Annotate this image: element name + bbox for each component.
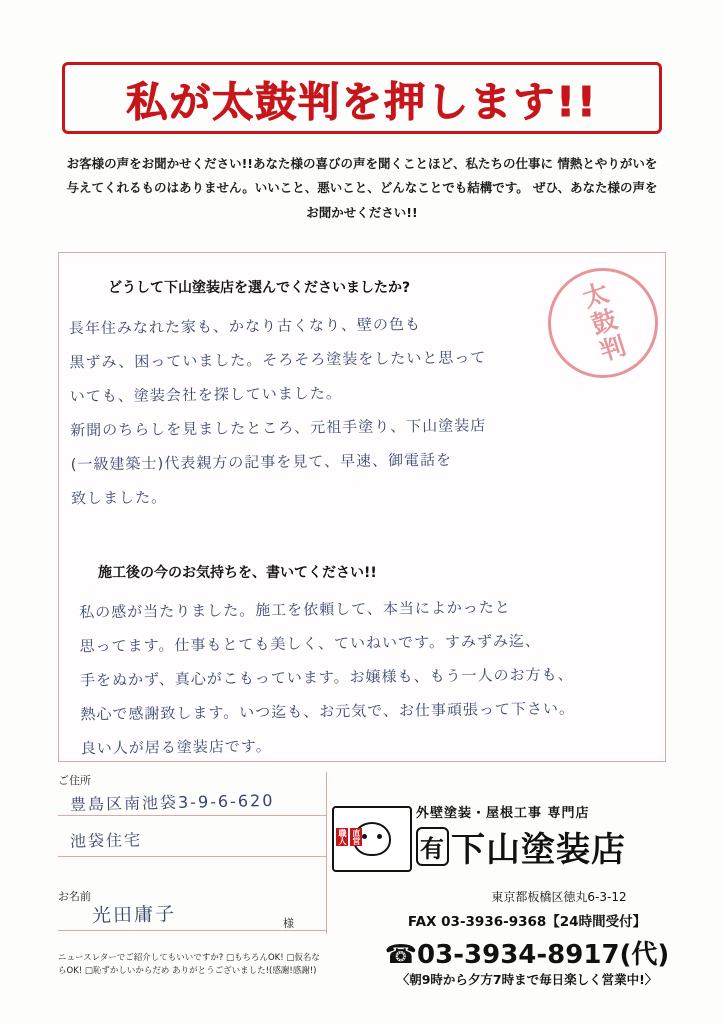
name-label: お名前: [58, 890, 91, 903]
question-1-label: どうして下山塗装店を選んでくださいましたか?: [108, 280, 411, 296]
company-name: [416, 822, 626, 871]
lead-paragraph: お客様の声をお聞かせください!!あなた様の喜びの声を聞くことほど、私たちの仕事に 情熱とやりがいを与えてくれるものはありません。いいこと、悪いこと、どんなことでも結構です。 ぜひ、あなた様の声をお聞かせください!!: [66, 156, 658, 220]
company-name-mark: 有: [416, 827, 449, 866]
question-2-answer: 私の感が当たりました。施工を依頼して、本当によかったと 思ってます。仕事もとても美しく、ていねいです。すみずみ迄、 手をぬかず、真心がこもっています。お嬢様も、もう一人のお方も、 熱心で感謝致します。いつ迄も、お元気で、お仕事頑張って下さい。 良い人が居る塗装店です。: [79, 598, 576, 758]
company-address: 東京都板橋区徳丸6-3-12: [491, 890, 627, 904]
logo-badges: [336, 828, 362, 846]
company-hours: 〈朝9時から夕方7時まで毎日楽しく営業中!〉: [396, 972, 658, 987]
seal-text: 太鼓判: [576, 278, 630, 368]
address-label: ご住所: [58, 774, 91, 787]
page-title: 私が太鼓判を押します!!: [126, 77, 598, 126]
address-value-2: 池袋住宅: [69, 830, 143, 851]
company-fax: FAX 03-3936-9368【24時間受付】: [407, 914, 647, 930]
address-value-1: 豊島区南池袋3-9-6-620: [69, 790, 275, 815]
newsletter-consent-note: ニュースレターでご紹介してもいいですか? □もちろんOK! □仮名ならOK! □恥ずかしいからだめ ありがとうございました!(感謝!感謝!): [58, 953, 320, 977]
company-tagline: 外壁塗装・屋根工事 専門店: [416, 806, 590, 821]
address-line-1: [58, 815, 326, 816]
company-name-text: 下山塗装店: [451, 830, 626, 870]
question-2-label: 施工後の今のお気持ちを、書いてください!!: [98, 565, 377, 581]
company-telephone: ☎03-3934-8917(代): [384, 940, 670, 970]
title-banner: [62, 62, 662, 134]
name-suffix: 様: [283, 917, 294, 930]
form-divider: [326, 772, 327, 934]
address-line-2: [58, 856, 326, 857]
name-value: 光田庸子: [91, 903, 177, 927]
badge-shokunin: 職人: [338, 829, 347, 845]
question-1-answer: 長年住みなれた家も、かなり古くなり、壁の色も 黒ずみ、困っていました。そろそろ塗装をしたいと思って いても、塗装会社を探していました。 新聞のちらしを見ましたところ、元祖手塗り、下山塗装店 (一級建築士)代表親方の記事を見て、早速、御電話を 致しました。: [68, 315, 487, 508]
badge-chokuei: 直営: [352, 829, 361, 845]
